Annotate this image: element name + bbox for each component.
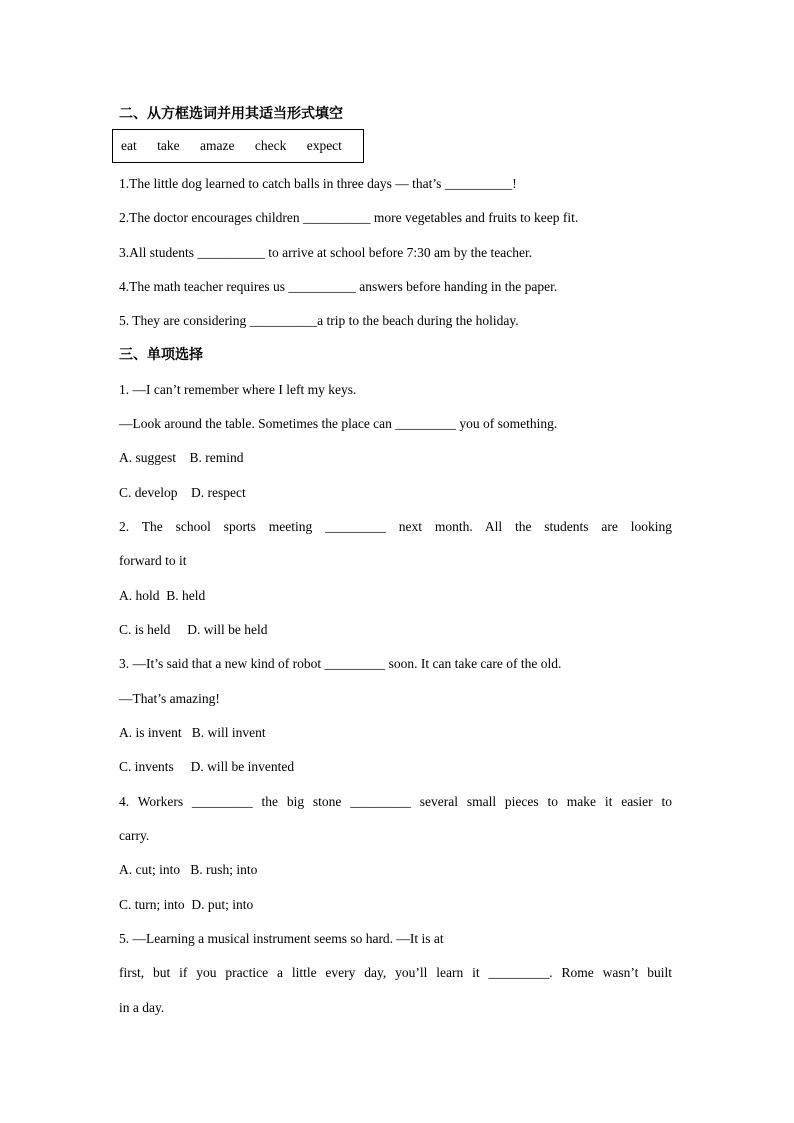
q2-stem: 2. The school sports meeting _________ next month. All the students are looking [119, 519, 672, 534]
q4-options-cd: C. turn; into D. put; into [119, 897, 254, 912]
section-2-heading: 二、从方框选词并用其适当形式填空 [119, 106, 343, 122]
q2-options-ab: A. hold B. held [119, 588, 206, 603]
q3-options-cd: C. invents D. will be invented [119, 759, 295, 774]
q4-options-ab: A. cut; into B. rush; into [119, 862, 258, 877]
fill-blank-item-2: 2.The doctor encourages children __________ more vegetables and fruits to keep fit. [119, 210, 579, 225]
q4-stem: 4. Workers _________ the big stone _________ several small pieces to make it easier to [119, 794, 672, 809]
word-box-words [121, 138, 356, 154]
word-box [112, 129, 364, 163]
word-box-word: amaze [200, 138, 235, 153]
fill-blank-item-5: 5. They are considering __________a trip to the beach during the holiday. [119, 313, 519, 328]
word-box-word: expect [306, 138, 342, 153]
q1-options-cd: C. develop D. respect [119, 485, 246, 500]
word-box-word: check [254, 138, 287, 153]
q5-stem-end: in a day. [119, 1000, 165, 1015]
q1-stem: 1. —I can’t remember where I left my keys. [119, 382, 357, 397]
word-box-word: eat [121, 138, 137, 153]
section-3-heading: 三、单项选择 [119, 347, 203, 363]
q1-options-ab: A. suggest B. remind [119, 450, 244, 465]
fill-blank-item-1: 1.The little dog learned to catch balls in three days — that’s __________! [119, 176, 517, 191]
q3-options-ab: A. is invent B. will invent [119, 725, 266, 740]
q4-stem-cont: carry. [119, 828, 150, 843]
q1-response: —Look around the table. Sometimes the place can _________ you of something. [119, 416, 558, 431]
word-box-word: take [157, 138, 180, 153]
fill-blank-item-3: 3.All students __________ to arrive at school before 7:30 am by the teacher. [119, 245, 533, 260]
q5-stem-cont: first, but if you practice a little every day, you’ll learn it _________. Rome wasn’t built [119, 965, 672, 980]
q3-stem: 3. —It’s said that a new kind of robot _________ soon. It can take care of the old. [119, 656, 562, 671]
fill-blank-item-4: 4.The math teacher requires us __________ answers before handing in the paper. [119, 279, 558, 294]
q5-stem: 5. —Learning a musical instrument seems so hard. —It is at [119, 931, 444, 946]
q2-options-cd: C. is held D. will be held [119, 622, 268, 637]
q3-response: —That’s amazing! [119, 691, 220, 706]
q2-stem-cont: forward to it [119, 553, 187, 568]
